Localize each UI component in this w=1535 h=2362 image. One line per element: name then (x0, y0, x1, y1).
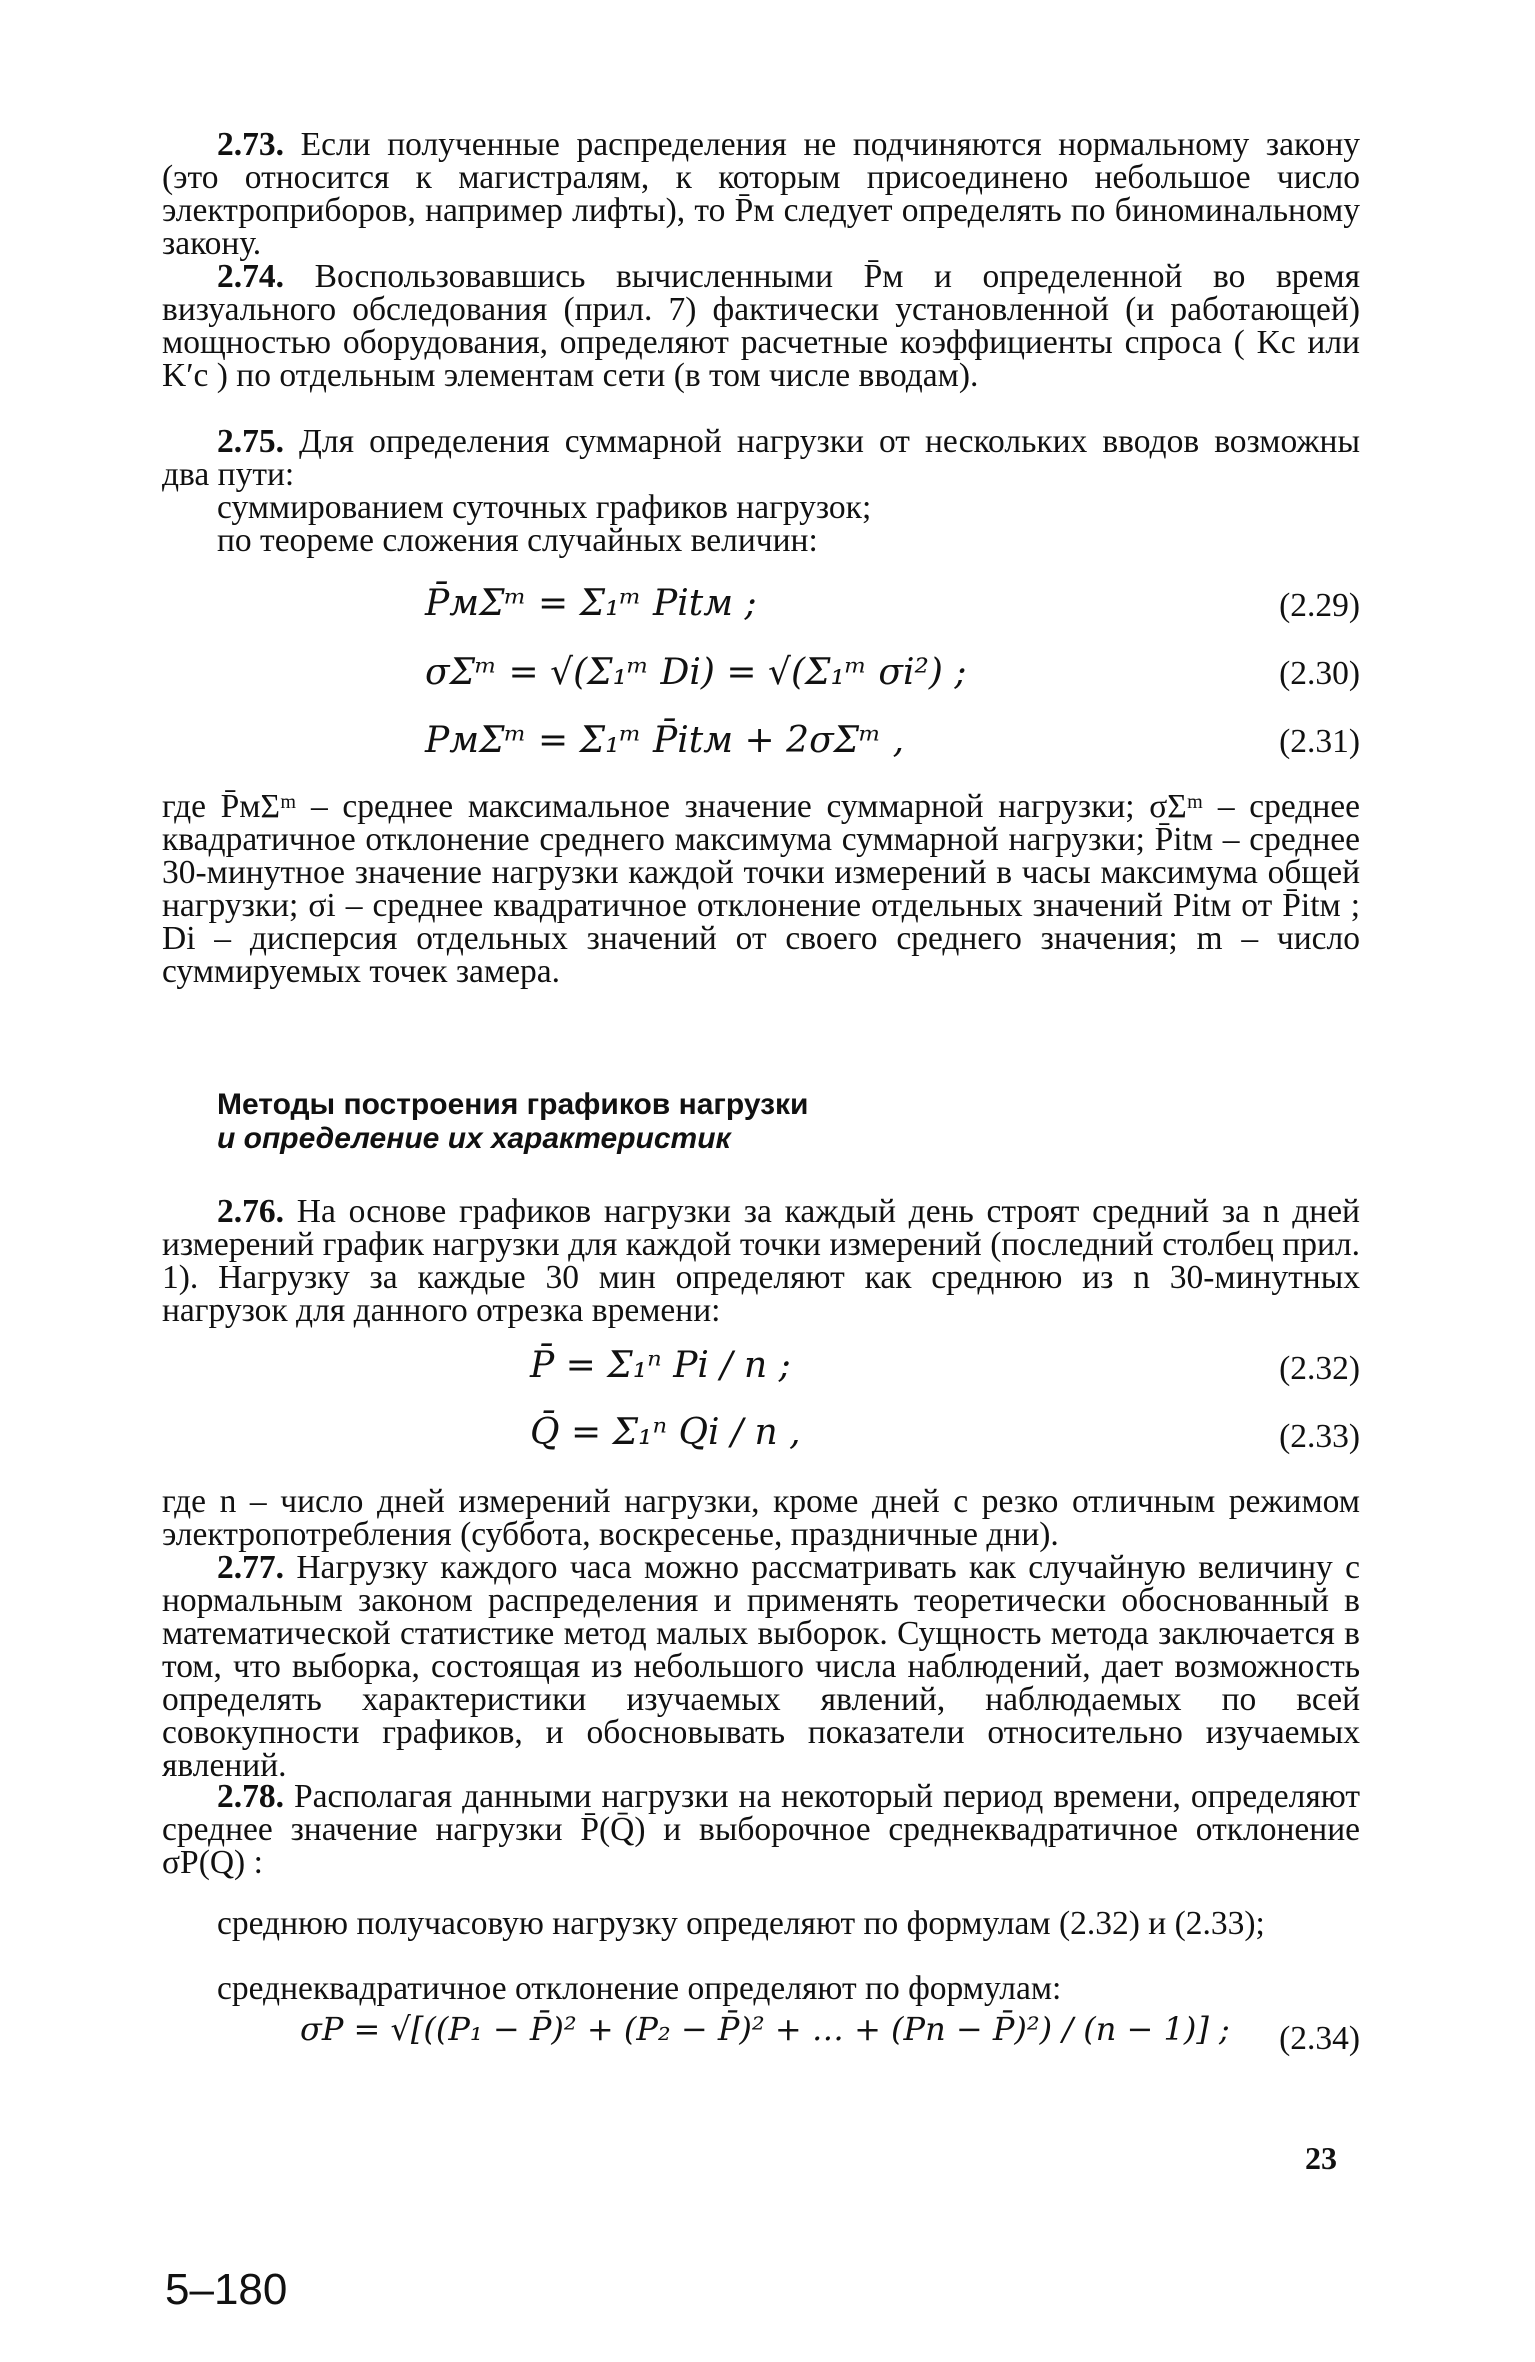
formula-number-2-30: (2.30) (1279, 655, 1360, 692)
paragraph-2-77 (162, 1551, 1360, 1782)
paragraph-2-76 (162, 1195, 1360, 1327)
formula-2-33: Q̄ = Σ₁ⁿ Qi / n , (530, 1412, 801, 1453)
footer-signature: 5–180 (165, 2265, 288, 2314)
page-number: 23 (1305, 2140, 1337, 2176)
formula-2-34: σP = √[((P₁ − P̄)² + (P₂ − P̄)² + … + (Pn − P̄)²) / (n − 1)] ; (300, 2010, 1230, 2048)
paragraph-text: Нагрузку каждого часа можно рассматривать как случайную величину с нормальным законом распределения и применять теоретически обоснованный в математической статистике метод малых выборок. Сущность метода заключается в том, что выборка, состоящая из небольшого числа наблюдений, дает возможность определять характеристики изучаемых явлений, наблюдаемых по всей совокупности графиков, и обосновывать показатели относительно изучаемых явлений. (162, 1549, 1360, 1784)
paragraph-2-75 (162, 425, 1360, 491)
formula-number-2-29: (2.29) (1279, 587, 1360, 624)
paragraph-number: 2.74. (217, 258, 284, 295)
formula-2-32: P̄ = Σ₁ⁿ Pi / n ; (530, 1345, 791, 1386)
paragraph-2-78-line-2: среднеквадратичное отклонение определяют по формулам: (217, 1970, 1062, 2007)
paragraph-2-78 (162, 1780, 1360, 1879)
section-heading-line-2: и определение их характеристик (217, 1122, 731, 1155)
paragraph-number: 2.76. (217, 1193, 284, 1230)
formula-2-31: PмΣᵐ = Σ₁ᵐ P̄itм + 2σΣᵐ , (425, 720, 905, 761)
paragraph-2-78-line-1: среднюю получасовую нагрузку определяют по формулам (2.32) и (2.33); (217, 1905, 1265, 1942)
method-1-line: суммированием суточных графиков нагрузок; (217, 489, 872, 526)
paragraph-2-74 (162, 260, 1360, 392)
formula-number-2-33: (2.33) (1279, 1418, 1360, 1455)
paragraph-text: На основе графиков нагрузки за каждый день строят средний за n дней измерений график нагрузки для каждой точки измерений (последний столбец прил. 1). Нагрузку за каждые 30 мин определяют как среднюю из n 30-минутных нагрузок для данного отрезка времени: (162, 1193, 1360, 1329)
formula-2-30: σΣᵐ = √(Σ₁ᵐ Di) = √(Σ₁ᵐ σi²) ; (425, 652, 967, 693)
paragraph-number: 2.75. (217, 423, 284, 460)
paragraph-text: Если полученные распределения не подчиняются нормальному закону (это относится к магистралям, к которым присоединено небольшое число электроприборов, например лифты), то P̄м следует определять по биноминальному закону. (162, 126, 1361, 262)
paragraph-number: 2.77. (217, 1549, 284, 1586)
paragraph-text: Воспользовавшись вычисленными P̄м и определенной во время визуального обследования (прил. 7) фактически установленной (и работающей) мощностью оборудования, определяют расчетные коэффициенты спроса ( Kс или K′с ) по отдельным элементам сети (в том числе вводам). (162, 258, 1361, 394)
formula-legend-2: где n – число дней измерений нагрузки, кроме дней с резко отличным режимом электропотребления (суббота, воскресенье, праздничные дни). (162, 1483, 1360, 1553)
section-heading (217, 1088, 1017, 1156)
paragraph-2-73 (162, 128, 1360, 260)
formula-number-2-32: (2.32) (1279, 1350, 1360, 1387)
formula-legend-1: где P̄мΣᵐ – среднее максимальное значение суммарной нагрузки; σΣᵐ – среднее квадратичное отклонение среднего максимума суммарной нагрузки; P̄itм – среднее 30-минутное значение нагрузки каждой точки измерений в часы максимума общей нагрузки; σi – среднее квадратичное отклонение отдельных значений Pitм от P̄itм ; Di – дисперсия отдельных значений от своего среднего значения; m – число суммируемых точек замера. (162, 788, 1360, 990)
paragraph-text: Для определения суммарной нагрузки от нескольких вводов возможны два пути: (162, 423, 1360, 493)
formula-number-2-34: (2.34) (1279, 2020, 1360, 2057)
paragraph-number: 2.78. (217, 1778, 284, 1815)
paragraph-number: 2.73. (217, 126, 284, 163)
section-heading-line-1: Методы построения графиков нагрузки (217, 1088, 809, 1121)
formula-number-2-31: (2.31) (1279, 723, 1360, 760)
formula-2-29: P̄мΣᵐ = Σ₁ᵐ Pitм ; (425, 583, 757, 624)
method-2-line: по теореме сложения случайных величин: (217, 522, 818, 559)
paragraph-text: Располагая данными нагрузки на некоторый период времени, определяют среднее значение нагрузки P̄(Q̄) и выборочное среднеквадратичное отклонение σP(Q) : (162, 1778, 1360, 1881)
